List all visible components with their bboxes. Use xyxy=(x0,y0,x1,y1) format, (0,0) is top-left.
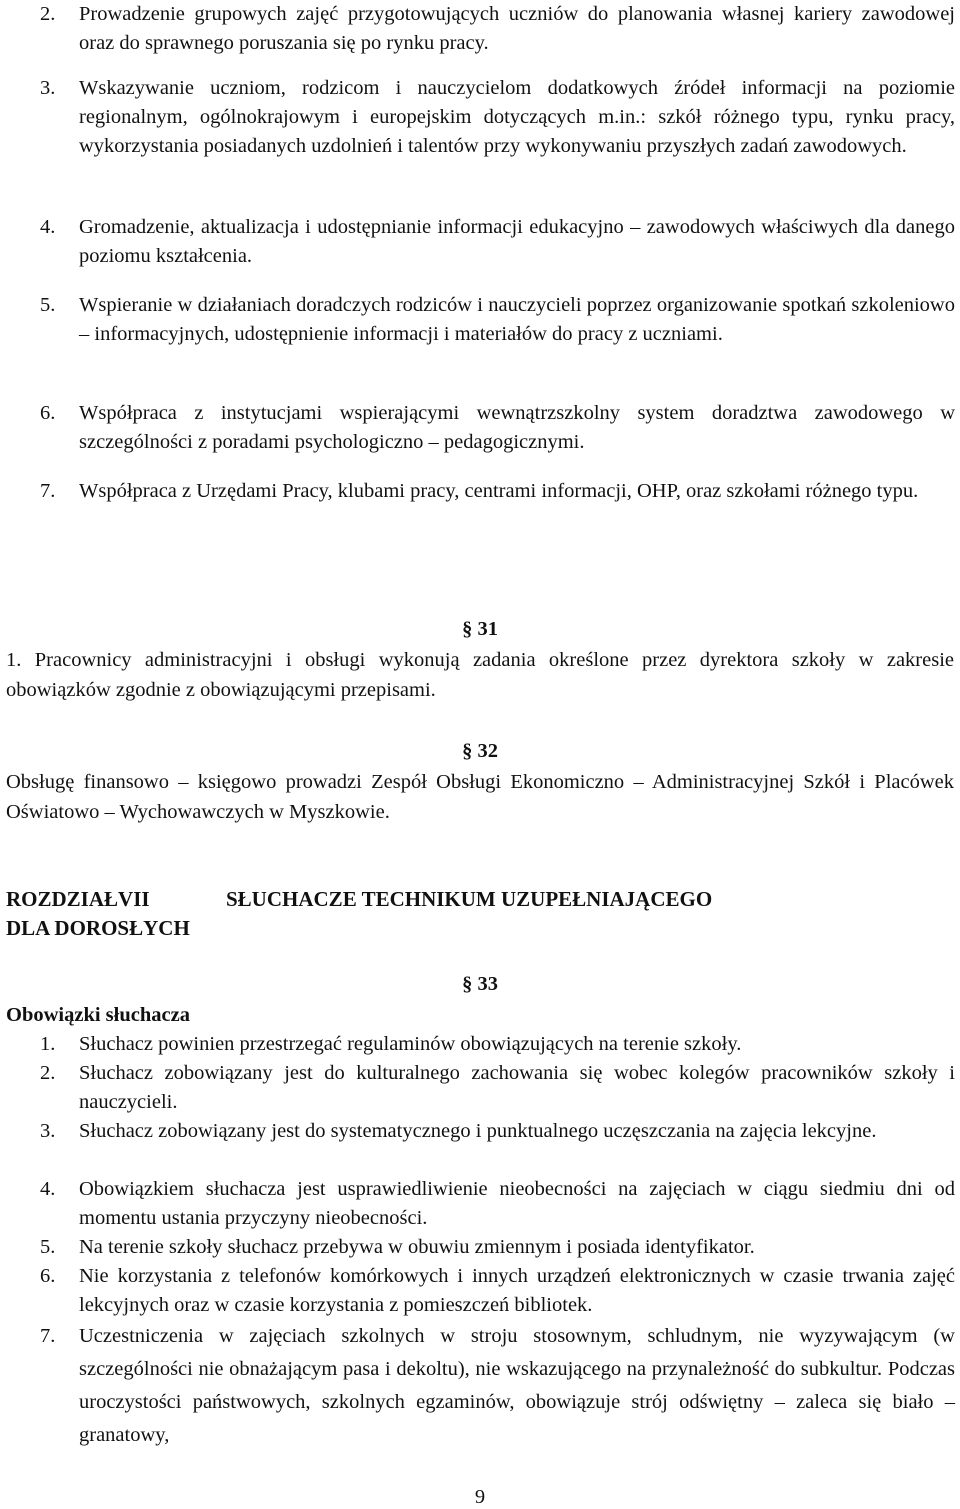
list-item-number: 5. xyxy=(40,1236,56,1258)
list-item-text: Współpraca z Urzędami Pracy, klubami pracy, centrami informacji, OHP, oraz szkołami różnego typu. xyxy=(79,480,919,502)
section-heading: § 31 xyxy=(462,618,498,640)
list-item-number: 6. xyxy=(40,1265,56,1287)
section-heading: § 32 xyxy=(462,740,498,762)
section-subheading: Obowiązki słuchacza xyxy=(6,1004,190,1026)
list-item-text: Uczestniczenia w zajęciach szkolnych w stroju stosownym, schludnym, nie wyzywającym (w szczególności nie obnażającym pasa i dekoltu), nie wskazującego na przynależność do subkultur. Podczas uroczystości państwowych, szkolnych egzaminów, obowiązuje strój odświętny – zaleca się biało – granatowy, xyxy=(79,1325,955,1446)
list-item-text: Słuchacz zobowiązany jest do systematycznego i punktualnego uczęszczania na zajęcia lekcyjne. xyxy=(79,1120,877,1142)
list-item-text: Wspieranie w działaniach doradczych rodziców i nauczycieli poprzez organizowanie spotkań szkoleniowo – informacyjnych, udostępnienie informacji i materiałów do pracy z uczniami. xyxy=(79,294,955,345)
chapter-title: SŁUCHACZE TECHNIKUM UZUPEŁNIAJĄCEGO xyxy=(226,887,713,911)
list-item-number: 1. xyxy=(40,1033,56,1055)
list-item-number: 2. xyxy=(40,1062,56,1084)
chapter-label: ROZDZIAŁVII xyxy=(6,887,150,911)
list-item-number: 6. xyxy=(40,402,56,424)
list-item-number: 7. xyxy=(40,1325,56,1347)
page-number: 9 xyxy=(474,1486,486,1508)
list-item-text: Współpraca z instytucjami wspierającymi wewnątrzszkolny system doradztwa zawodowego w szczególności z poradami psychologiczno – pedagogicznymi. xyxy=(79,402,955,453)
list-item-text: Obowiązkiem słuchacza jest usprawiedliwienie nieobecności na zajęciach w ciągu siedmiu dni od momentu ustania przyczyny nieobecności. xyxy=(79,1178,955,1229)
section-heading: § 33 xyxy=(462,973,498,995)
list-item-text: Nie korzystania z telefonów komórkowych i innych urządzeń elektronicznych w czasie trwania zajęć lekcyjnych oraz w czasie korzystania z pomieszczeń bibliotek. xyxy=(79,1265,955,1316)
list-item-number: 4. xyxy=(40,1178,56,1200)
section-text: 1. Pracownicy administracyjni i obsługi wykonują zadania określone przez dyrektora szkoły w zakresie obowiązków zgodnie z obowiązującymi przepisami. xyxy=(6,649,954,701)
chapter-title-continued: DLA DOROSŁYCH xyxy=(6,916,190,940)
list-item-text: Słuchacz powinien przestrzegać regulaminów obowiązujących na terenie szkoły. xyxy=(79,1033,742,1055)
list-item-text: Prowadzenie grupowych zajęć przygotowujących uczniów do planowania własnej kariery zawodowej oraz do sprawnego poruszania się po rynku pracy. xyxy=(79,3,955,54)
list-item-number: 3. xyxy=(40,1120,56,1142)
list-item-number: 3. xyxy=(40,77,56,99)
list-item-number: 2. xyxy=(40,3,56,25)
list-item-number: 4. xyxy=(40,216,56,238)
list-item-number: 7. xyxy=(40,480,56,502)
list-item-text: Na terenie szkoły słuchacz przebywa w obuwiu zmiennym i posiada identyfikator. xyxy=(79,1236,755,1258)
list-item-text: Wskazywanie uczniom, rodzicom i nauczycielom dodatkowych źródeł informacji na poziomie regionalnym, ogólnokrajowym i europejskim dotyczących m.in.: szkół różnego typu, rynku pracy, wykorzystania posiadanych uzdolnień i talentów przy wykonywaniu przyszłych zadań zawodowych. xyxy=(79,77,955,157)
list-item-number: 5. xyxy=(40,294,56,316)
list-item-text: Gromadzenie, aktualizacja i udostępnianie informacji edukacyjno – zawodowych właściwych dla danego poziomu kształcenia. xyxy=(79,216,955,267)
list-item-text: Słuchacz zobowiązany jest do kulturalnego zachowania się wobec kolegów pracowników szkoły i nauczycieli. xyxy=(79,1062,955,1113)
section-text: Obsługę finansowo – księgowo prowadzi Zespół Obsługi Ekonomiczno – Administracyjnej Szkół i Placówek Oświatowo – Wychowawczych w Myszkowie. xyxy=(6,771,954,823)
